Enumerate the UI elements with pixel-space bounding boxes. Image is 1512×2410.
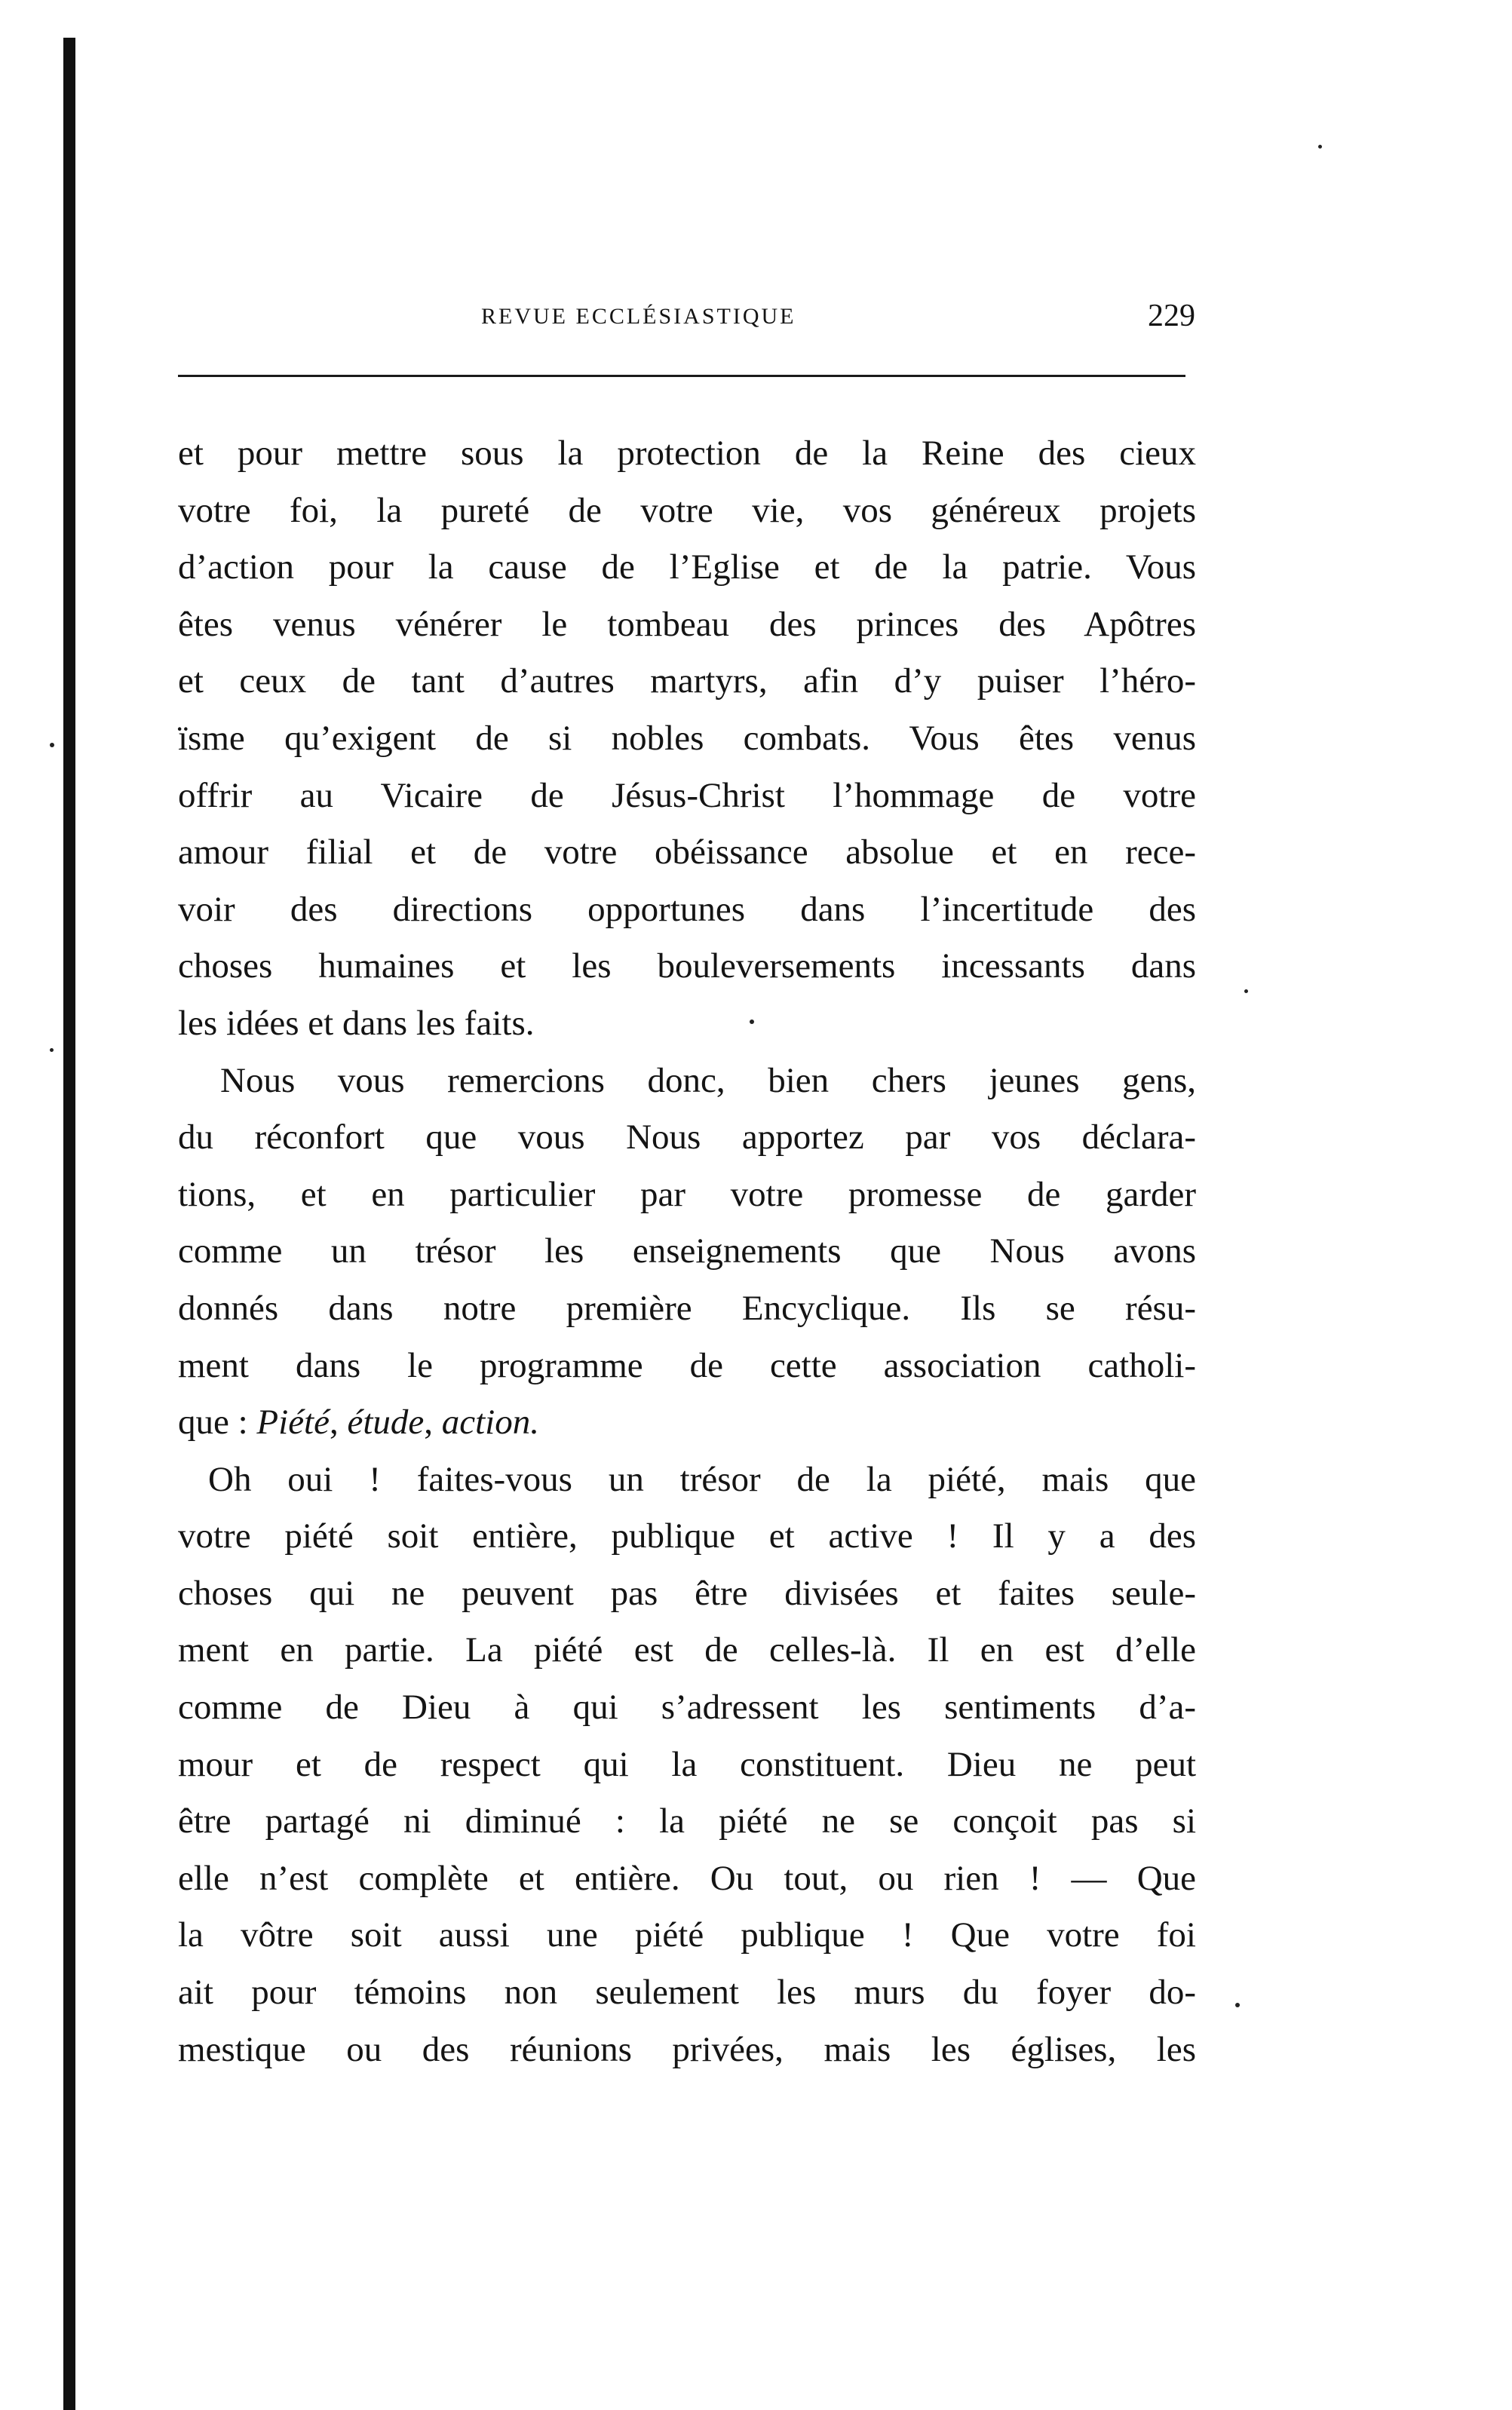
text-line: votre foi, la pureté de votre vie, vos généreux projets [178, 490, 1196, 530]
page-number: 229 [1148, 299, 1195, 333]
text-run: que : [178, 1403, 257, 1443]
body-text [178, 425, 1196, 2078]
text-line: du réconfort que vous Nous apportez par vos déclara- [178, 1118, 1196, 1157]
text-line: les idées et dans les faits. [178, 1003, 535, 1043]
scan-speck [1235, 2003, 1240, 2007]
text-run: , [329, 1403, 348, 1443]
text-line: voir des directions opportunes dans l’incertitude des [178, 889, 1196, 929]
text-line: êtes venus vénérer le tombeau des princes des Apôtres [178, 604, 1196, 644]
text-line: amour filial et de votre obéissance absolue et en rece- [178, 832, 1196, 872]
italic-word-action: action. [441, 1403, 539, 1443]
scan-speck [1318, 145, 1322, 149]
text-line: ment en partie. La piété est de celles-là. Il en est d’elle [178, 1630, 1196, 1670]
page-header [173, 298, 1195, 343]
paragraph-1 [178, 425, 1196, 1053]
text-line: Oh oui ! faites-vous un trésor de la piété, mais que [208, 1459, 1196, 1499]
text-line: d’action pour la cause de l’Eglise et de la patrie. Vous [178, 547, 1196, 587]
text-line: comme de Dieu à qui s’adressent les sentiments d’a- [178, 1688, 1196, 1728]
text-line: et ceux de tant d’autres martyrs, afin d’y puiser l’héro- [178, 661, 1196, 701]
text-line: Nous vous remercions donc, bien chers jeunes gens, [220, 1060, 1196, 1100]
scan-speck [50, 1048, 54, 1052]
paragraph-3 [178, 1452, 1196, 2079]
text-line: ment dans le programme de cette association catholi- [178, 1345, 1196, 1385]
text-line: être partagé ni diminué : la piété ne se conçoit pas si [178, 1801, 1196, 1841]
italic-word-piete: Piété [256, 1403, 330, 1443]
text-line: elle n’est complète et entière. Ou tout, ou rien ! — Que [178, 1858, 1196, 1898]
italic-word-etude: étude [347, 1403, 425, 1443]
text-line: choses qui ne peuvent pas être divisées et faites seule- [178, 1573, 1196, 1613]
text-line: mestique ou des réunions privées, mais les églises, les [178, 2029, 1196, 2069]
text-line: et pour mettre sous la protection de la Reine des cieux [178, 434, 1196, 473]
text-line: tions, et en particulier par votre promesse de garder [178, 1174, 1196, 1214]
text-line: mour et de respect qui la constituent. Dieu ne peut [178, 1744, 1196, 1784]
paragraph-2 [178, 1053, 1196, 1452]
text-line: donnés dans notre première Encyclique. Ils se résu- [178, 1288, 1196, 1328]
header-rule [178, 375, 1185, 377]
text-line: choses humaines et les bouleversements incessants dans [178, 946, 1196, 986]
scan-speck [1244, 989, 1248, 993]
running-title: REVUE ECCLÉSIASTIQUE [481, 304, 796, 329]
text-line [178, 1394, 1196, 1452]
text-line: votre piété soit entière, publique et active ! Il y a des [178, 1516, 1196, 1556]
text-line: offrir au Vicaire de Jésus-Christ l’hommage de votre [178, 775, 1196, 815]
text-line: ïsme qu’exigent de si nobles combats. Vous êtes venus [178, 718, 1196, 758]
text-line: la vôtre soit aussi une piété publique ! Que votre foi [178, 1915, 1196, 1955]
text-line: ait pour témoins non seulement les murs du foyer do- [178, 1973, 1196, 2013]
scan-speck [50, 743, 54, 747]
page-binding-edge [63, 38, 75, 2410]
text-run: , [424, 1403, 442, 1443]
text-line: comme un trésor les enseignements que Nous avons [178, 1231, 1196, 1271]
